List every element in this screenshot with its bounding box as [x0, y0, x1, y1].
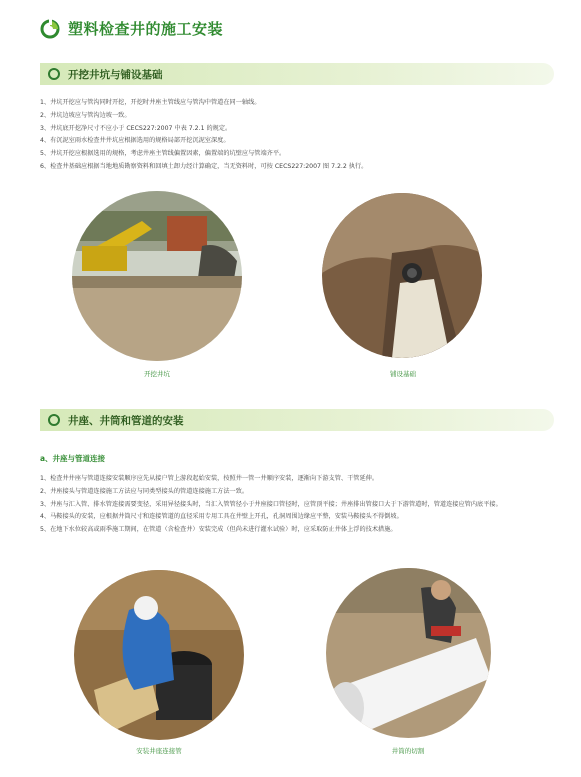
photo-cutting-shaft	[326, 568, 491, 738]
section2-header	[40, 409, 554, 431]
ring-bullet-icon	[48, 68, 60, 80]
ring-bullet-icon	[48, 414, 60, 426]
section1-header	[40, 63, 554, 85]
photo-foundation	[322, 193, 482, 358]
list-item: 4、马鞍接头的安装，应根据井筒尺寸和连接管道的直径采用专用工具在井壁上开孔，孔洞周围边缘应平整，安装马鞍接头不得倒坡。	[40, 513, 403, 521]
list-item: 3、井坑底开挖净尺寸不应小于 CECS227:2007 中表 7.2.1 的规定。	[40, 124, 232, 132]
leaf-logo-icon	[40, 19, 60, 39]
caption-excavation: 开挖井坑	[144, 370, 170, 378]
list-item: 6、检查井基础应根据当地地质勘察资料和回填土卸力经计算确定，当无资料时，可按 CECS227:2007 图 7.2.2 执行。	[40, 162, 368, 170]
list-item: 2、井座接头与管道连接施工方法应与同类型接头的管道连接施工方法一致。	[40, 487, 249, 495]
section2-subtitle: a、井座与管道连接	[40, 454, 106, 463]
caption-cutting-shaft: 井筒的切割	[391, 747, 425, 755]
list-item: 3、井座与汇入管、排水管连接需要变径，采用异径接头时，当汇入管管径小于井座接口管径时，应管顶平接；井座排出管接口大于下游管道时，管道连接应管内底平接。	[40, 500, 502, 508]
list-item: 1、井坑开挖应与管沟同时开挖，开挖时井座主管线应与管沟中管道在同一轴线。	[40, 99, 261, 106]
caption-foundation: 铺设基础	[390, 370, 416, 378]
section1-title: 开挖井坑与铺设基础	[68, 68, 163, 81]
list-item: 5、井坑开挖应根据选用的规格，考虑井座主管线偏置因素，偏置端的坑壁应与管端齐平。	[40, 150, 286, 158]
page-title	[40, 18, 223, 39]
page-title-text: 塑料检查井的施工安装	[68, 20, 224, 38]
photo-install-seat	[74, 570, 244, 740]
list-item: 5、在地下水位较高或雨季施工期间，在管道（含检查井）安装完成（但尚未进行灌水试验）时，应采取防止井体上浮的技术措施。	[40, 526, 397, 534]
section1-list	[40, 97, 560, 174]
caption-install-seat: 安装井座连接管	[136, 747, 182, 755]
list-item: 1、检查井井座与管道连接安装顺序应先从接户管上游段起始安装，按照井一管一井顺序安装，逐渐向下游支管、干管延伸。	[40, 475, 379, 482]
photo-excavation	[72, 191, 242, 361]
section2-list	[40, 473, 550, 537]
list-item: 4、有沉泥室雨水检查井井坑应根据选用的规格局部开挖沉泥室深度。	[40, 137, 230, 145]
list-item: 2、井坑边坡应与管沟边坡一致。	[40, 111, 131, 119]
section2-title: 井座、井筒和管道的安装	[68, 414, 184, 427]
